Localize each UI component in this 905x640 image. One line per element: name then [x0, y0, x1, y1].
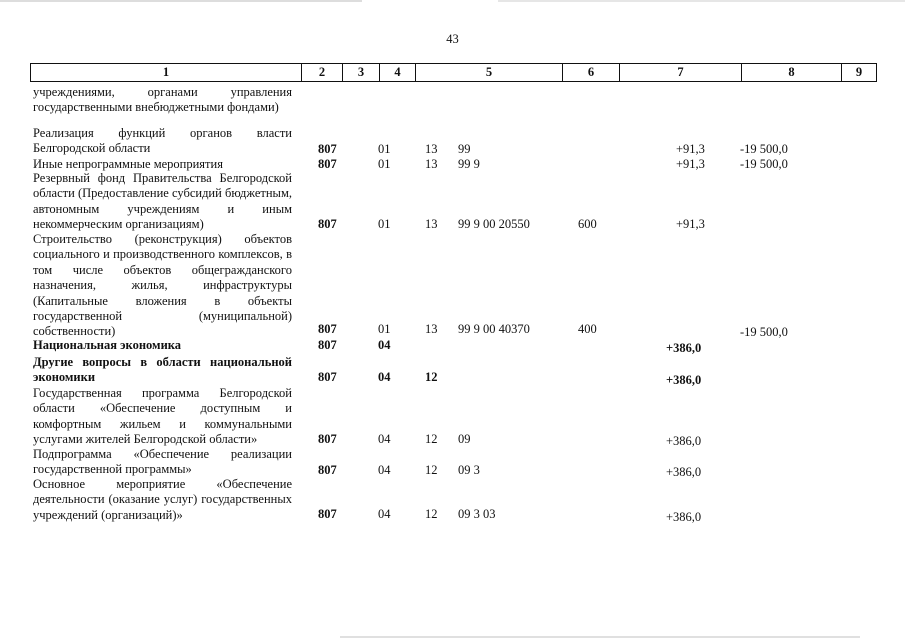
cell-subsection: 12	[425, 432, 438, 446]
cell-section: 04	[378, 338, 391, 352]
row-description: Другие вопросы в области национальной экономики	[33, 355, 292, 385]
cell-amount-col7: +91,3	[676, 142, 705, 156]
row-description: Резервный фонд Правительства Белгородской области (Предоставление субсидий бюджетным, автономным учреждениям и иным некоммерческим организациям)	[33, 171, 292, 232]
cell-amount-col8: -19 500,0	[740, 142, 788, 156]
cell-amount-col8: -19 500,0	[740, 325, 788, 339]
cell-amount-col7: +386,0	[666, 510, 702, 524]
column-header-3: 3	[342, 64, 379, 81]
cell-amount-col7: +386,0	[666, 341, 702, 355]
cell-section: 01	[378, 157, 391, 171]
cell-amount-col7: +91,3	[676, 217, 705, 231]
cell-subsection: 13	[425, 217, 438, 231]
cell-admin-code: 807	[318, 507, 337, 521]
cell-section: 01	[378, 142, 391, 156]
column-header-5: 5	[415, 64, 562, 81]
column-header-1: 1	[162, 65, 170, 79]
cell-amount-col7: +386,0	[666, 465, 702, 479]
cell-section: 04	[378, 507, 391, 521]
cell-subsection: 13	[425, 322, 438, 336]
cell-target-article: 09 3 03	[458, 507, 496, 521]
cell-subsection: 13	[425, 142, 438, 156]
row-description: Строительство (реконструкция) объектов социального и производственного комплексов, в том числе объектов общегражданского назначения, жилья, инфраструктуры (Капитальные вложения в объекты государственной (муниципальной) собственности)	[33, 232, 292, 339]
row-description: Подпрограмма «Обеспечение реализации государственной программы»	[33, 447, 292, 477]
column-header-9: 9	[841, 64, 876, 81]
cell-amount-col7: +386,0	[666, 434, 702, 448]
column-header-7: 7	[619, 64, 741, 81]
row-description: Национальная экономика	[33, 338, 182, 352]
row-description: Государственная программа Белгородской области «Обеспечение доступным и комфортным жильем и коммунальными услугами жителей Белгородской области»	[33, 386, 292, 447]
cell-target-article: 09	[458, 432, 471, 446]
column-header-8: 8	[741, 64, 841, 81]
cell-target-article: 99 9 00 40370	[458, 322, 530, 336]
row-description: учреждениями, органами управления государственными внебюджетными фондами)	[33, 85, 292, 115]
cell-admin-code: 807	[318, 432, 337, 446]
column-header-2: 2	[301, 64, 342, 81]
cell-section: 01	[378, 322, 391, 336]
cell-admin-code: 807	[318, 217, 337, 231]
cell-subsection: 12	[425, 463, 438, 477]
cell-admin-code: 807	[318, 338, 337, 352]
cell-admin-code: 807	[318, 322, 337, 336]
column-header-6: 6	[562, 64, 619, 81]
cell-subsection: 12	[425, 507, 438, 521]
cell-admin-code: 807	[318, 463, 337, 477]
scan-edge-top	[0, 0, 905, 2]
row-description: Иные непрограммные мероприятия	[33, 157, 223, 171]
cell-amount-col7: +91,3	[676, 157, 705, 171]
cell-target-article: 09 3	[458, 463, 480, 477]
cell-amount-col7: +386,0	[666, 373, 702, 387]
cell-admin-code: 807	[318, 157, 337, 171]
page-number: 43	[446, 32, 459, 46]
cell-section: 04	[378, 370, 391, 384]
cell-expense-type: 600	[578, 217, 597, 231]
cell-target-article: 99	[458, 142, 471, 156]
row-description: Реализация функций органов власти Белгородской области	[33, 126, 292, 156]
cell-subsection: 12	[425, 370, 438, 384]
cell-section: 01	[378, 217, 391, 231]
row-description: Основное мероприятие «Обеспечение деятельности (оказание услуг) государственных учреждений (организаций)»	[33, 477, 292, 522]
cell-section: 04	[378, 432, 391, 446]
table-header	[30, 63, 877, 82]
cell-admin-code: 807	[318, 142, 337, 156]
cell-target-article: 99 9	[458, 157, 480, 171]
cell-target-article: 99 9 00 20550	[458, 217, 530, 231]
column-header-4: 4	[379, 64, 415, 81]
cell-subsection: 13	[425, 157, 438, 171]
cell-section: 04	[378, 463, 391, 477]
cell-amount-col8: -19 500,0	[740, 157, 788, 171]
scan-edge-bottom	[340, 636, 860, 638]
cell-admin-code: 807	[318, 370, 337, 384]
cell-expense-type: 400	[578, 322, 597, 336]
